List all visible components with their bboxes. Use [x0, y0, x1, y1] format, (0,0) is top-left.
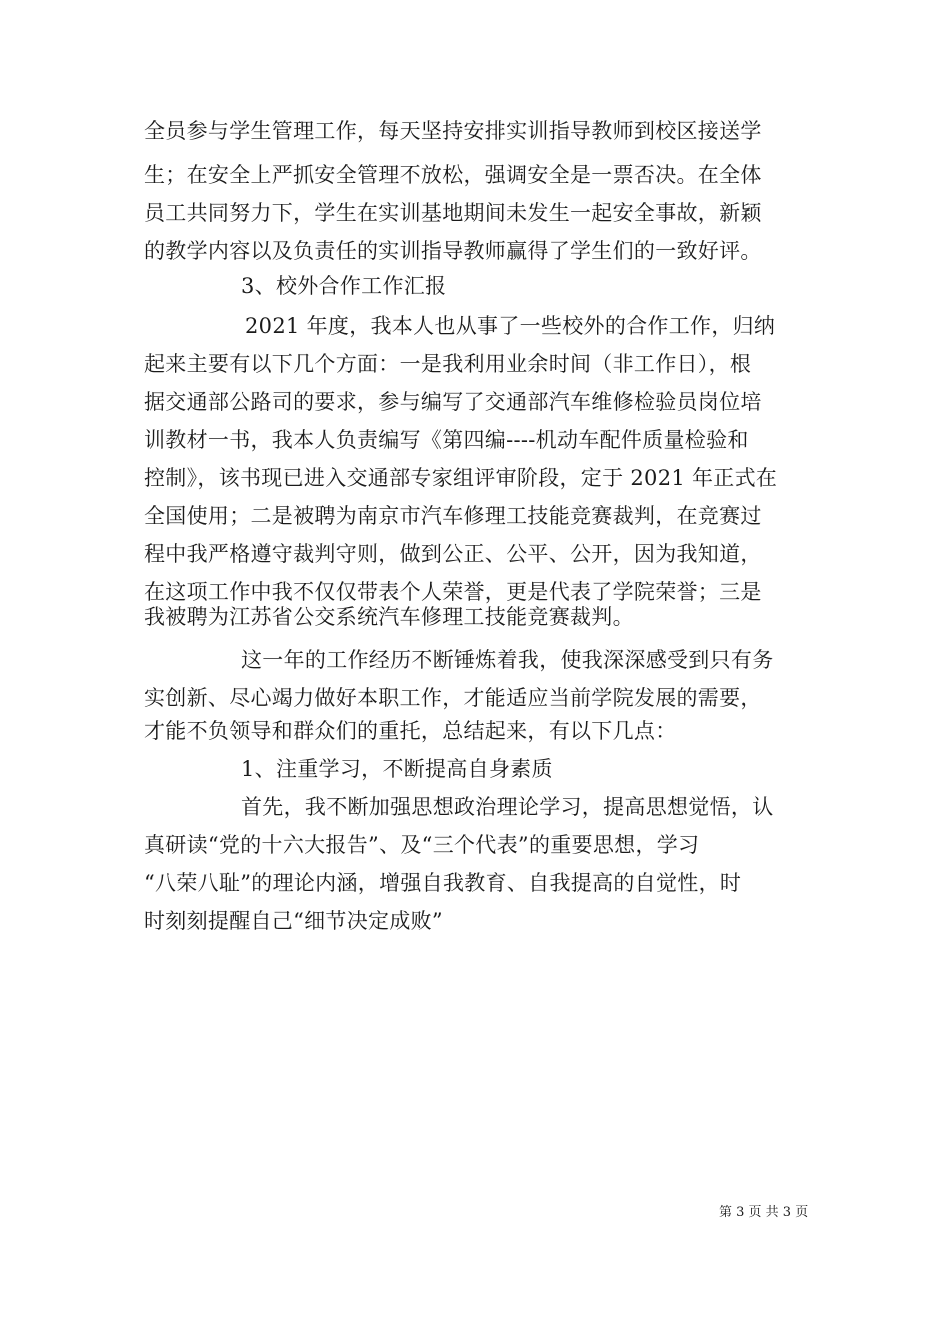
- body-text-line: 2021 年度，我本人也从事了一些校外的合作工作，归纳: [245, 314, 776, 338]
- body-text-line: 全员参与学生管理工作，每天坚持安排实训指导教师到校区接送学: [144, 119, 762, 143]
- body-text-line: 训教材一书，我本人负责编写《第四编----机动车配件质量检验和: [144, 428, 749, 452]
- body-text-line: 时刻刻提醒自己“细节决定成败”: [144, 909, 443, 933]
- page-number-footer: 第 3 页 共 3 页: [719, 1205, 809, 1220]
- body-text-line: 的教学内容以及负责任的实训指导教师赢得了学生们的一致好评。: [144, 239, 762, 263]
- body-text-line: 生；在安全上严抓安全管理不放松，强调安全是一票否决。在全体: [144, 163, 762, 187]
- body-text-line: 我被聘为江苏省公交系统汽车修理工技能竞赛裁判。: [144, 605, 634, 629]
- body-text-line: 程中我严格遵守裁判守则，做到公正、公平、公开，因为我知道，: [144, 542, 762, 566]
- body-text-line: “八荣八耻”的理论内涵，增强自我教育、自我提高的自觉性，时: [144, 871, 742, 895]
- body-text-line: 员工共同努力下，学生在实训基地期间未发生一起安全事故，新颖: [144, 201, 762, 225]
- section-heading: 3、校外合作工作汇报: [241, 274, 447, 298]
- body-text-line: 才能不负领导和群众们的重托，总结起来，有以下几点：: [144, 719, 677, 743]
- body-text-line: 控制》，该书现已进入交通部专家组评审阶段，定于 2021 年正式在: [144, 466, 778, 490]
- body-text-line: 这一年的工作经历不断锤炼着我，使我深深感受到只有务: [241, 648, 774, 672]
- section-heading: 1、注重学习，不断提高自身素质: [241, 757, 553, 781]
- body-text-line: 据交通部公路司的要求，参与编写了交通部汽车维修检验员岗位培: [144, 390, 762, 414]
- body-text-line: 首先，我不断加强思想政治理论学习，提高思想觉悟，认: [241, 795, 774, 819]
- body-text-line: 实创新、尽心竭力做好本职工作，才能适应当前学院发展的需要，: [144, 686, 762, 710]
- body-text-line: 全国使用；二是被聘为南京市汽车修理工技能竞赛裁判，在竞赛过: [144, 504, 762, 528]
- body-text-line: 起来主要有以下几个方面：一是我利用业余时间（非工作日），根: [144, 352, 752, 376]
- body-text-line: 在这项工作中我不仅仅带表个人荣誉，更是代表了学院荣誉；三是: [144, 580, 762, 604]
- body-text-line: 真研读“党的十六大报告”、及“三个代表”的重要思想，学习: [144, 833, 700, 857]
